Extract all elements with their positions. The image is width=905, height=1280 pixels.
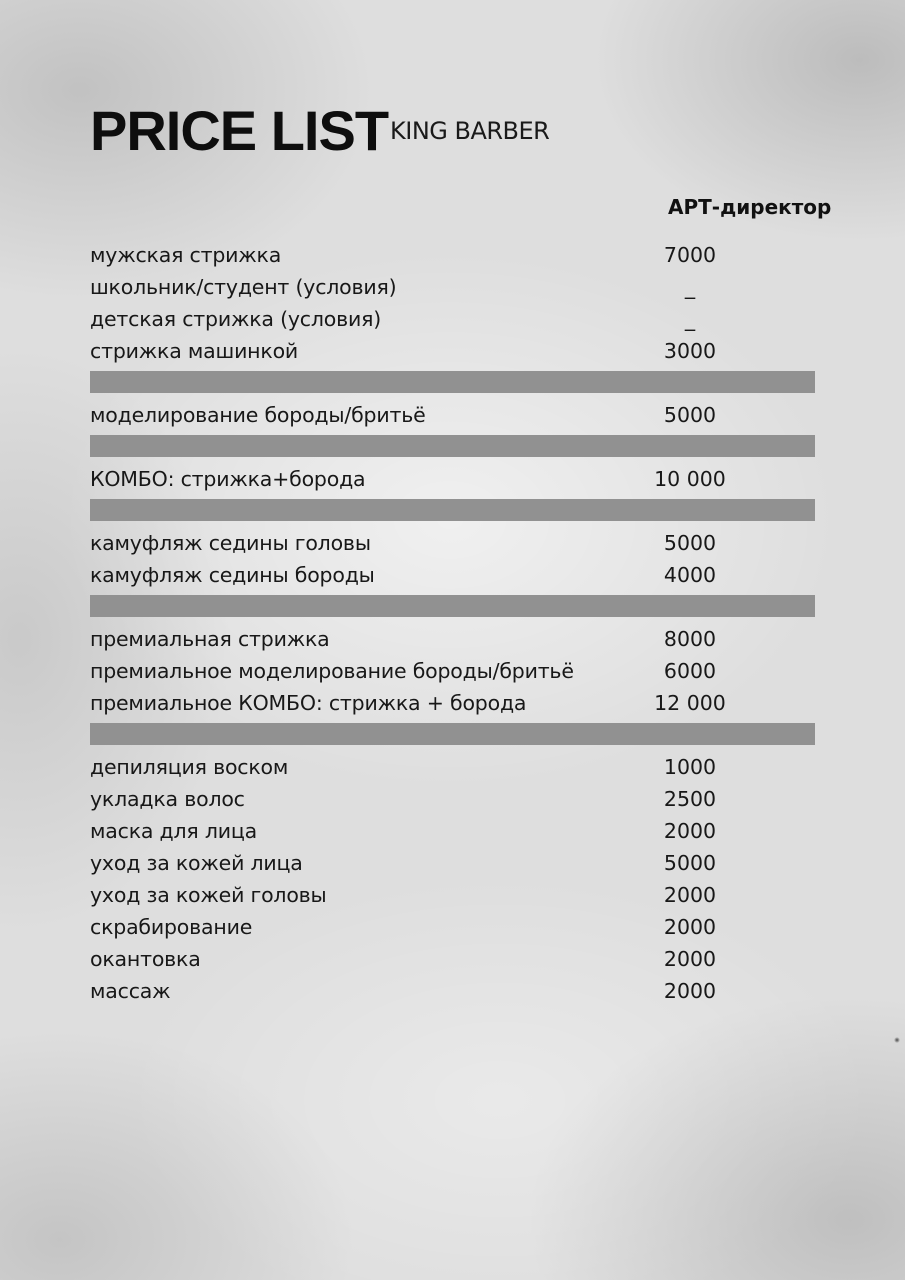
service-name: премиальное моделирование бороды/бритьё (90, 659, 574, 683)
price-column-header: АРТ-директор (668, 195, 832, 219)
service-price: 5000 (663, 531, 717, 555)
price-row (90, 623, 815, 655)
service-name: школьник/студент (условия) (90, 275, 397, 299)
service-price: _ (684, 307, 696, 331)
price-row (90, 911, 815, 943)
price-row (90, 399, 815, 431)
price-row (90, 847, 815, 879)
price-row (90, 335, 815, 367)
price-row (90, 783, 815, 815)
service-name: камуфляж седины головы (90, 531, 371, 555)
price-row (90, 559, 815, 591)
service-name: укладка волос (90, 787, 245, 811)
service-name: депиляция воском (90, 755, 289, 779)
section-divider (90, 371, 815, 393)
price-row (90, 527, 815, 559)
service-price: 2000 (663, 947, 717, 971)
service-price: 2000 (663, 819, 717, 843)
service-name: КОМБО: стрижка+борода (90, 467, 366, 491)
service-name: скрабирование (90, 915, 253, 939)
section-divider (90, 723, 815, 745)
section-divider (90, 595, 815, 617)
price-row (90, 687, 815, 719)
service-name: мужская стрижка (90, 243, 282, 267)
price-row (90, 975, 815, 1007)
price-row (90, 463, 815, 495)
service-name: стрижка машинкой (90, 339, 299, 363)
service-name: уход за кожей головы (90, 883, 327, 907)
section-divider (90, 499, 815, 521)
service-name: детская стрижка (условия) (90, 307, 382, 331)
service-name: уход за кожей лица (90, 851, 303, 875)
price-row (90, 655, 815, 687)
service-price: 5000 (663, 851, 717, 875)
price-row (90, 879, 815, 911)
service-price: 2000 (663, 883, 717, 907)
service-price: 3000 (663, 339, 717, 363)
service-price: 2000 (663, 915, 717, 939)
service-price: 8000 (663, 627, 717, 651)
price-row (90, 943, 815, 975)
service-price: 7000 (663, 243, 717, 267)
service-price: 4000 (663, 563, 717, 587)
price-row (90, 751, 815, 783)
service-price: 2000 (663, 979, 717, 1003)
service-name: премиальная стрижка (90, 627, 330, 651)
service-price: 2500 (663, 787, 717, 811)
service-price: 6000 (663, 659, 717, 683)
service-name: массаж (90, 979, 171, 1003)
price-row (90, 271, 815, 303)
price-row (90, 303, 815, 335)
service-price: 12 000 (654, 691, 726, 715)
service-name: камуфляж седины бороды (90, 563, 375, 587)
service-price: 10 000 (654, 467, 726, 491)
service-price: _ (684, 275, 696, 299)
price-row (90, 239, 815, 271)
service-price: 1000 (663, 755, 717, 779)
service-name: моделирование бороды/бритьё (90, 403, 426, 427)
service-name: маска для лица (90, 819, 258, 843)
brand-name: KING BARBER (390, 117, 550, 145)
price-row (90, 815, 815, 847)
page-title: PRICE LIST (90, 99, 389, 162)
service-name: окантовка (90, 947, 201, 971)
service-price: 5000 (663, 403, 717, 427)
service-name: премиальное КОМБО: стрижка + борода (90, 691, 527, 715)
section-divider (90, 435, 815, 457)
